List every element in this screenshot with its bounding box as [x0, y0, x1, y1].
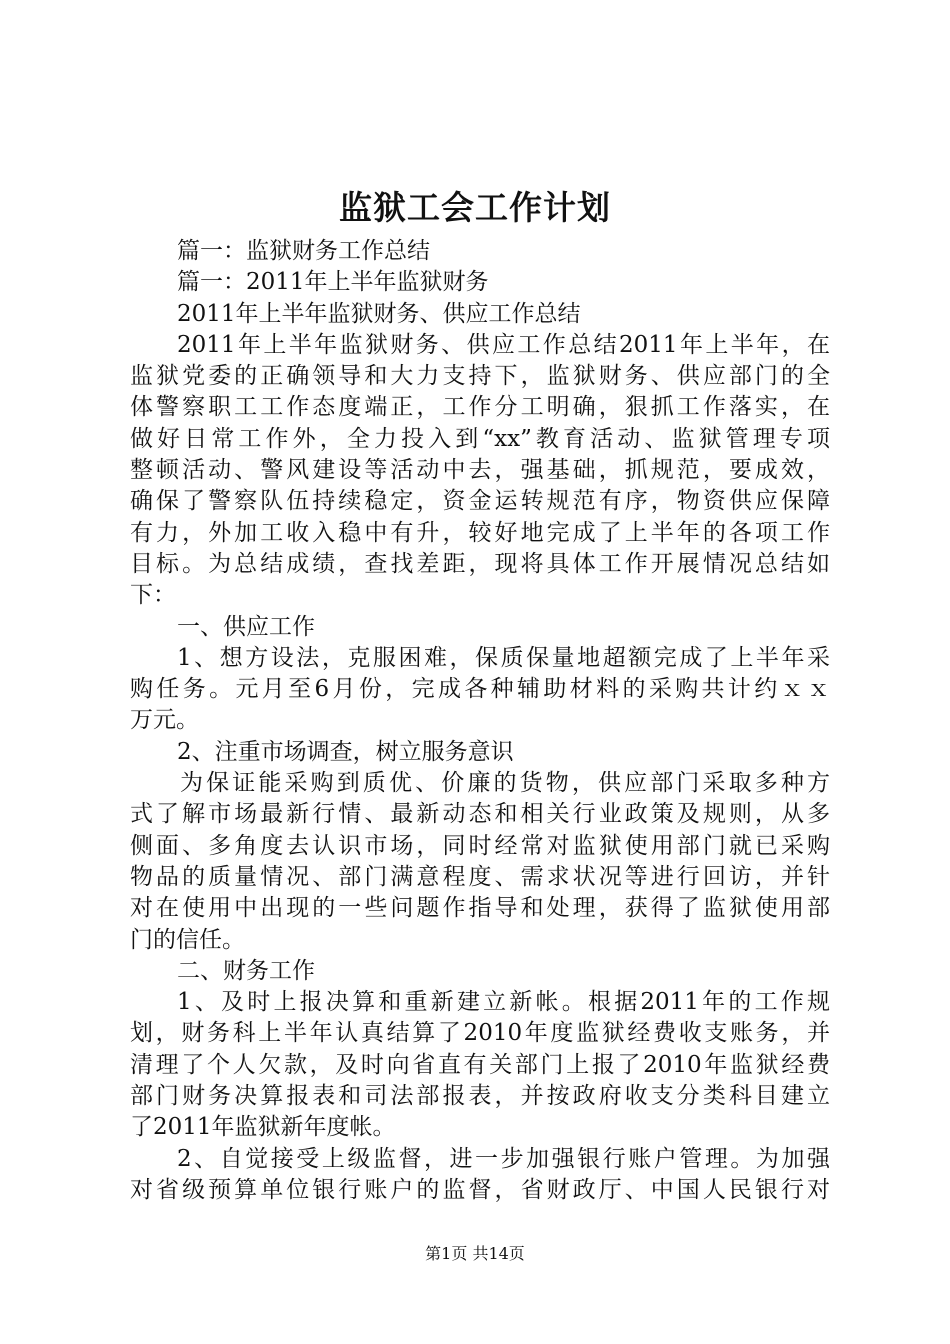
text-line: 侧面、多角度去认识市场，同时经常对监狱使用部门就已采购 [130, 832, 830, 859]
text-line: 篇一：2011年上半年监狱财务 [177, 269, 489, 296]
text-line: 购任务。元月至6月份，完成各种辅助材料的采购共计约ｘｘ [130, 676, 830, 703]
text-line: 2、自觉接受上级监督，进一步加强银行账户管理。为加强 [177, 1145, 830, 1172]
text-line: 部门财务决算报表和司法部报表，并按政府收支分类科目建立 [130, 1083, 830, 1110]
page-footer: 第1页 共14页 [425, 1244, 525, 1263]
section-heading: 一、供应工作 [177, 613, 315, 640]
text-line: 2011年上半年监狱财务、供应工作总结 [177, 300, 581, 327]
text-line: 1、及时上报决算和重新建立新帐。根据2011年的工作规 [177, 989, 830, 1016]
text-line: 物品的质量情况、部门满意程度、需求状况等进行回访，并针 [130, 863, 830, 890]
text-line: 有力，外加工收入稳中有升，较好地完成了上半年的各项工作 [130, 519, 830, 546]
text-line: 清理了个人欠款，及时向省直有关部门上报了2010年监狱经费 [130, 1051, 830, 1078]
text-line: 为保证能采购到质优、价廉的货物，供应部门采取多种方 [180, 770, 830, 797]
text-line: 整顿活动、警风建设等活动中去，强基础，抓规范，要成效， [130, 457, 830, 484]
text-line: 体警察职工工作态度端正，工作分工明确，狠抓工作落实，在 [130, 394, 830, 421]
section-heading: 二、财务工作 [177, 957, 315, 984]
subsection-heading: 2、注重市场调查，树立服务意识 [177, 738, 514, 765]
text-line: 2011年上半年监狱财务、供应工作总结2011年上半年，在 [177, 331, 830, 358]
text-line: 监狱党委的正确领导和大力支持下，监狱财务、供应部门的全 [130, 363, 830, 390]
text-line: 划，财务科上半年认真结算了2010年度监狱经费收支账务，并 [130, 1020, 830, 1047]
text-line: 篇一：监狱财务工作总结 [177, 238, 430, 264]
text-line: 下： [130, 582, 176, 609]
text-line: 做好日常工作外，全力投入到“xx”教育活动、监狱管理专项 [130, 425, 830, 452]
text-line: 确保了警察队伍持续稳定，资金运转规范有序，物资供应保障 [130, 488, 830, 515]
text-line: 对在使用中出现的一些问题作指导和处理，获得了监狱使用部 [130, 895, 830, 922]
text-line: 式了解市场最新行情、最新动态和相关行业政策及规则，从多 [130, 801, 830, 828]
document-title: 监狱工会工作计划 [339, 188, 611, 227]
text-line: 万元。 [130, 707, 199, 734]
text-line: 了2011年监狱新年度帐。 [130, 1114, 396, 1141]
text-line: 对省级预算单位银行账户的监督，省财政厅、中国人民银行对 [130, 1176, 830, 1203]
text-line: 1、想方设法，克服困难，保质保量地超额完成了上半年采 [177, 644, 830, 671]
document-body [130, 236, 830, 1206]
text-line: 门的信任。 [130, 926, 245, 953]
text-line: 目标。为总结成绩，查找差距，现将具体工作开展情况总结如 [130, 550, 830, 577]
